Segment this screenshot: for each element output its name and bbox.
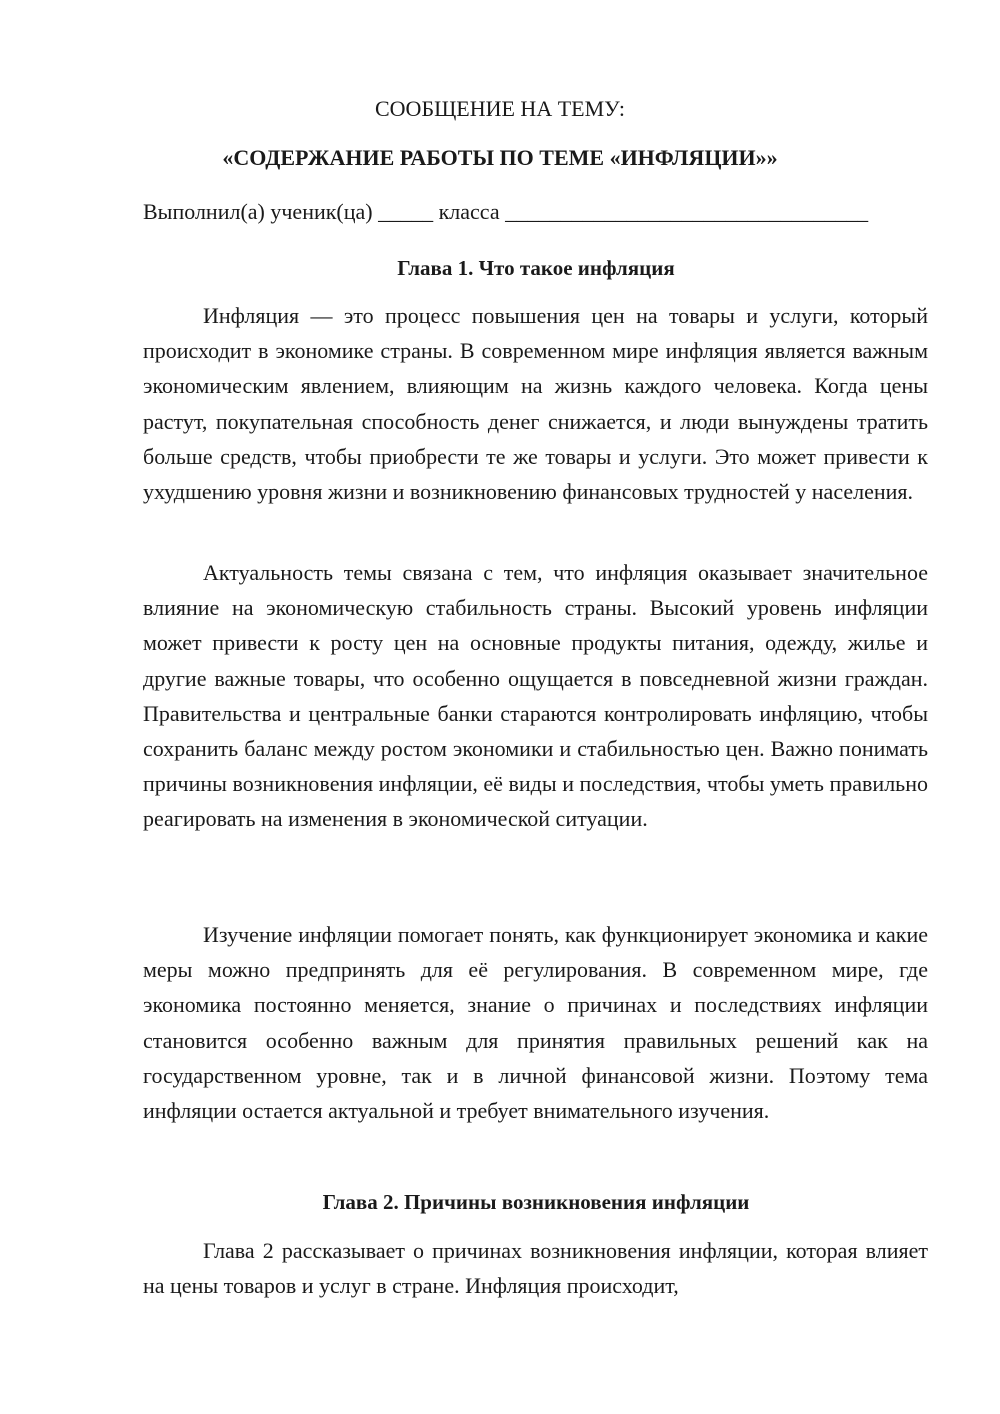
chapter-2-paragraph-1: Глава 2 рассказывает о причинах возникновения инфляции, которая влияет на цены товаров и услуг в стране. Инфляция происходит, (143, 1238, 928, 1299)
chapter-1-heading: Глава 1. Что такое инфляция (397, 256, 675, 280)
document-title-line-1: СООБЩЕНИЕ НА ТЕМУ: (375, 96, 625, 121)
document-title-line-2: «СОДЕРЖАНИЕ РАБОТЫ ПО ТЕМЕ «ИНФЛЯЦИИ»» (222, 145, 778, 170)
chapter-1-paragraph-3: Изучение инфляции помогает понять, как функционирует экономика и какие меры можно предпринять для её регулирования. В современном мире, где экономика постоянно меняется, знание о причинах и последствиях инфляции становится особенно важным для принятия правильных решений как на государственном уровне, так и в личной финансовой жизни. Поэтому тема инфляции остается актуальной и требует внимательного изучения. (143, 922, 928, 1124)
author-line: Выполнил(а) ученик(ца) _____ класса _________________________________ (143, 199, 869, 224)
chapter-2-heading: Глава 2. Причины возникновения инфляции (322, 1190, 750, 1214)
chapter-1-paragraph-2: Актуальность темы связана с тем, что инфляция оказывает значительное влияние на экономическую стабильность страны. Высокий уровень инфляции может привести к росту цен на основные продукты питания, одежду, жилье и другие важные товары, что особенно ощущается в повседневной жизни граждан. Правительства и центральные банки стараются контролировать инфляцию, чтобы сохранить баланс между ростом экономики и стабильностью цен. Важно понимать причины возникновения инфляции, её виды и последствия, чтобы уметь правильно реагировать на изменения в экономической ситуации. (143, 560, 928, 832)
chapter-1-paragraph-1: Инфляция — это процесс повышения цен на товары и услуги, который происходит в экономике страны. В современном мире инфляция является важным экономическим явлением, влияющим на жизнь каждого человека. Когда цены растут, покупательная способность денег снижается, и люди вынуждены тратить больше средств, чтобы приобрести те же товары и услуги. Это может привести к ухудшению уровня жизни и возникновению финансовых трудностей у населения. (143, 303, 928, 505)
